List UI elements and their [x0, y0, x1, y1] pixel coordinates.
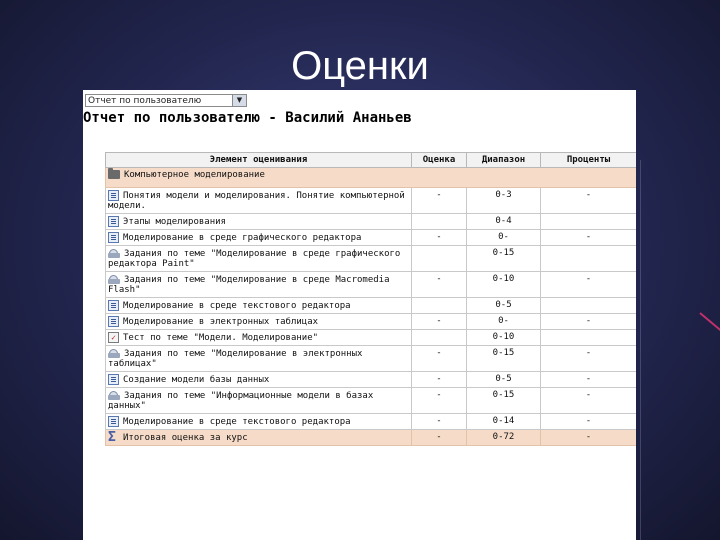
item-cell	[106, 414, 412, 430]
page-icon	[108, 216, 119, 227]
report-title: Отчет по пользователю - Василий Ананьев	[83, 110, 412, 126]
item-cell	[106, 272, 412, 298]
table-row	[106, 230, 637, 246]
item-link[interactable]: Создание модели базы данных	[123, 375, 270, 385]
item-link[interactable]: Понятия модели и моделирования. Понятие компьютерной модели.	[108, 191, 405, 211]
grades-table	[105, 152, 636, 446]
item-cell	[106, 314, 412, 330]
item-grade: -	[412, 272, 467, 298]
decorative-accent	[699, 312, 720, 333]
item-grade: -	[412, 314, 467, 330]
item-cell	[106, 298, 412, 314]
table-row	[106, 272, 637, 298]
item-percent	[541, 330, 637, 346]
item-percent	[541, 246, 637, 272]
item-range: 0-15	[467, 388, 541, 414]
total-range: 0-72	[467, 430, 541, 446]
total-percent: -	[541, 430, 637, 446]
page-icon	[108, 190, 119, 201]
item-grade	[412, 330, 467, 346]
item-link[interactable]: Задания по теме "Моделирование в среде Macromedia Flash"	[108, 275, 390, 295]
slide-title: Оценки	[291, 44, 429, 88]
table-row	[106, 246, 637, 272]
item-percent	[541, 298, 637, 314]
page-icon	[108, 300, 119, 311]
item-range: 0-15	[467, 246, 541, 272]
item-link[interactable]: Задания по теме "Информационные модели в базах данных"	[108, 391, 374, 411]
item-range: 0-4	[467, 214, 541, 230]
item-link[interactable]: Моделирование в среде текстового редактора	[123, 417, 351, 427]
table-row	[106, 346, 637, 372]
item-percent	[541, 214, 637, 230]
item-cell	[106, 230, 412, 246]
item-range: 0-	[467, 314, 541, 330]
item-cell	[106, 246, 412, 272]
item-grade: -	[412, 230, 467, 246]
chevron-down-icon[interactable]: ▼	[232, 95, 246, 106]
page-icon	[108, 232, 119, 243]
category-cell	[106, 168, 637, 188]
sigma-icon: Σ	[108, 430, 116, 445]
item-link[interactable]: Задания по теме "Моделирование в электронных таблицах"	[108, 349, 363, 369]
item-link[interactable]: Этапы моделирования	[123, 217, 226, 227]
item-cell	[106, 346, 412, 372]
item-grade: -	[412, 372, 467, 388]
item-grade: -	[412, 188, 467, 214]
item-percent: -	[541, 314, 637, 330]
total-label: Итоговая оценка за курс	[123, 433, 248, 443]
table-row	[106, 214, 637, 230]
header-range: Диапазон	[467, 153, 541, 168]
item-link[interactable]: Задания по теме "Моделирование в среде графического редактора Paint"	[108, 249, 401, 269]
category-label: Компьютерное моделирование	[124, 170, 265, 180]
item-cell	[106, 214, 412, 230]
page-icon	[108, 416, 119, 427]
item-link[interactable]: Моделирование в среде текстового редактора	[123, 301, 351, 311]
item-grade: -	[412, 346, 467, 372]
item-cell	[106, 188, 412, 214]
assignment-icon	[108, 274, 120, 285]
category-row	[106, 168, 637, 188]
decorative-line	[640, 160, 641, 540]
table-row	[106, 298, 637, 314]
item-percent: -	[541, 272, 637, 298]
page-icon	[108, 316, 119, 327]
table-row	[106, 314, 637, 330]
table-row	[106, 414, 637, 430]
total-grade: -	[412, 430, 467, 446]
report-type-value: Отчет по пользователю	[88, 96, 202, 106]
item-range: 0-5	[467, 372, 541, 388]
item-percent: -	[541, 188, 637, 214]
item-percent: -	[541, 230, 637, 246]
assignment-icon	[108, 348, 120, 359]
item-percent: -	[541, 372, 637, 388]
item-grade	[412, 214, 467, 230]
item-range: 0-14	[467, 414, 541, 430]
table-row	[106, 188, 637, 214]
table-row	[106, 330, 637, 346]
item-link[interactable]: Моделирование в среде графического редактора	[123, 233, 362, 243]
item-percent: -	[541, 388, 637, 414]
page-icon	[108, 374, 119, 385]
item-range: 0-15	[467, 346, 541, 372]
item-range: 0-10	[467, 330, 541, 346]
item-cell	[106, 372, 412, 388]
item-cell	[106, 388, 412, 414]
assignment-icon	[108, 390, 120, 401]
table-row	[106, 372, 637, 388]
quiz-icon: ✓	[108, 332, 119, 343]
item-range: 0-10	[467, 272, 541, 298]
report-type-select[interactable]	[85, 94, 247, 107]
item-grade	[412, 298, 467, 314]
header-grade: Оценка	[412, 153, 467, 168]
item-range: 0-	[467, 230, 541, 246]
total-label-cell	[106, 430, 412, 446]
folder-icon	[108, 170, 120, 179]
assignment-icon	[108, 248, 120, 259]
item-grade	[412, 246, 467, 272]
item-grade: -	[412, 414, 467, 430]
item-range: 0-3	[467, 188, 541, 214]
table-row	[106, 388, 637, 414]
item-link[interactable]: Моделирование в электронных таблицах	[123, 317, 319, 327]
item-grade: -	[412, 388, 467, 414]
item-link[interactable]: Тест по теме "Модели. Моделирование"	[123, 333, 319, 343]
table-header-row	[106, 153, 637, 168]
total-row	[106, 430, 637, 446]
item-percent: -	[541, 346, 637, 372]
header-item: Элемент оценивания	[106, 153, 412, 168]
screenshot-panel	[83, 90, 636, 540]
item-percent: -	[541, 414, 637, 430]
header-percent: Проценты	[541, 153, 637, 168]
item-cell	[106, 330, 412, 346]
item-range: 0-5	[467, 298, 541, 314]
